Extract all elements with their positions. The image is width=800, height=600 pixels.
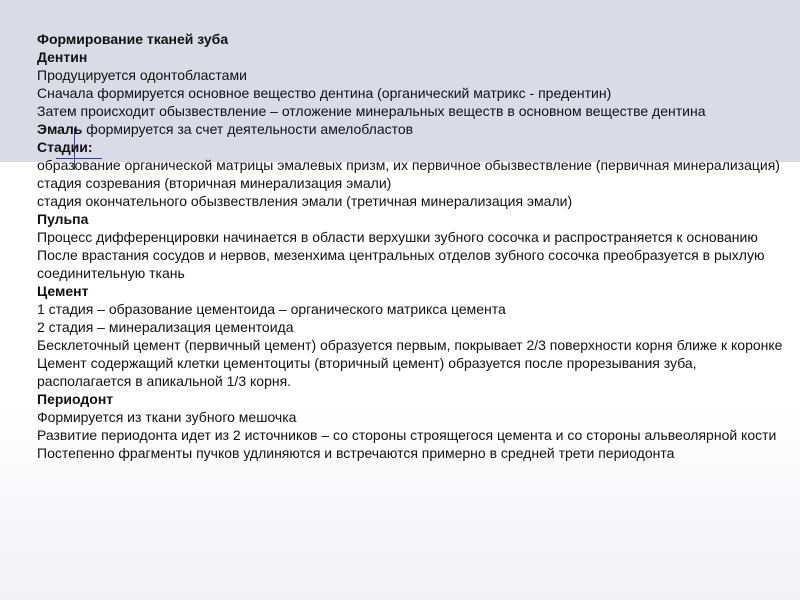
enamel-stage: стадия окончательного обызвествления эмали (третичная минерализация эмали) (37, 193, 573, 209)
pulp-line: Процесс дифференцировки начинается в области верхушки зубного сосочка и распространяется к основанию (37, 229, 758, 245)
pulp-line: После врастания сосудов и нервов, мезенхима центральных отделов зубного сосочка преобразуется в рыхлую соединительную ткань (37, 247, 765, 281)
cement-line: 2 стадия – минерализация цементоида (37, 319, 294, 335)
enamel-stage: стадия созревания (вторичная минерализация эмали) (37, 175, 392, 191)
cement-line: 1 стадия – образование цементоида – органического матрикса цемента (37, 301, 506, 317)
slide-title: Формирование тканей зуба (37, 31, 229, 47)
enamel-stage: образование органической матрицы эмалевых призм, их первичное обызвествление (первичная минерализация) (37, 157, 780, 173)
pulp-heading: Пульпа (37, 211, 89, 227)
enamel-heading: Эмаль (37, 121, 83, 137)
periodont-line: Развитие периодонта идет из 2 источников – со стороны строящегося цемента и со стороны альвеолярной кости (37, 427, 777, 443)
enamel-stages-heading: Стадии: (37, 139, 93, 155)
cement-heading: Цемент (37, 283, 89, 299)
dentin-line: Сначала формируется основное вещество дентина (органический матрикс - предентин) (37, 85, 612, 101)
periodont-line: Постепенно фрагменты пучков удлиняются и встречаются примерно в средней трети периодонта (37, 445, 675, 461)
periodont-heading: Периодонт (37, 391, 114, 407)
dentin-heading: Дентин (37, 49, 88, 65)
dentin-line: Затем происходит обызвествление – отложение минеральных веществ в основном веществе дентина (37, 103, 706, 119)
enamel-text: формируется за счет деятельности амелобластов (82, 121, 414, 137)
dentin-line: Продуцируется одонтобластами (37, 67, 247, 83)
periodont-line: Формируется из ткани зубного мешочка (37, 409, 297, 425)
cement-line: Бесклеточный цемент (первичный цемент) образуется первым, покрывает 2/3 поверхности корня ближе к коронке (37, 337, 783, 353)
cement-line: Цемент содержащий клетки цементоциты (вторичный цемент) образуется после прорезывания зуба, располагается в апикальной 1/3 корня. (37, 355, 697, 389)
slide-content (37, 30, 787, 462)
enamel-paragraph (37, 120, 787, 138)
